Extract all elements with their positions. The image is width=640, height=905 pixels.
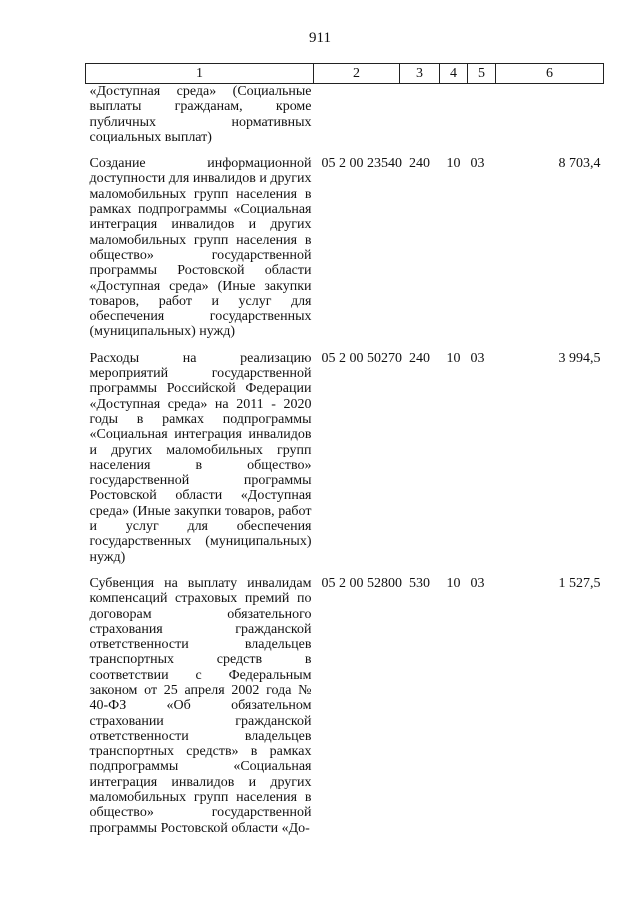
column-number-header-row: [86, 64, 604, 84]
table-row: [86, 351, 604, 576]
table-row: [86, 576, 604, 847]
row-expense-type: [400, 84, 440, 157]
row-description: Субвенция на выплату инвалидам компенсаций страховых премий по договорам обязательного страхования гражданской ответственности владельцев транспортных средств в соответствии с Федеральным законом от 25 апреля 2002 года № 40-ФЗ «Об обязательном страховании гражданской ответственности владельцев транспортных средств» в рамках подпрограммы «Социальная интеграция инвалидов и других маломобильных групп населения в общество» государственной программы Ростовской области «До-: [89, 575, 312, 836]
row-amount: 8 703,4: [558, 156, 601, 172]
row-expense-type: 530: [409, 575, 430, 591]
row-section: 10: [446, 156, 461, 172]
row-expense-type: 240: [409, 156, 430, 172]
row-expense-type: 240: [409, 350, 430, 366]
row-target-code: 05 2 00 50270: [321, 350, 402, 366]
row-subsection: [468, 84, 496, 157]
row-description: «Доступная среда» (Социальные выплаты гражданам, кроме публичных нормативных социальных выплат): [89, 84, 312, 145]
table-row: [86, 156, 604, 351]
row-target-code: [314, 84, 400, 157]
column-header-4: 4: [440, 64, 468, 84]
column-header-3: 3: [400, 64, 440, 84]
column-header-5: 5: [468, 64, 496, 84]
row-amount: [496, 84, 604, 157]
column-header-1: 1: [86, 64, 314, 84]
row-amount: 1 527,5: [558, 575, 601, 591]
table-row: [86, 84, 604, 157]
row-subsection: 03: [470, 156, 485, 172]
row-amount: 3 994,5: [558, 350, 601, 366]
row-section: 10: [446, 350, 461, 366]
row-section: 10: [446, 575, 461, 591]
row-description: Создание информационной доступности для инвалидов и других маломобильных групп населения в рамках подпрограммы «Социальная интеграция инвалидов и других маломобильных групп населения в общество» государственной программы Ростовской области «Доступная среда» (Иные закупки товаров, работ и услуг для обеспечения государственных (муниципальных) нужд): [89, 156, 312, 340]
page-number: 911: [309, 30, 331, 46]
row-subsection: 03: [470, 350, 485, 366]
row-description: Расходы на реализацию мероприятий государственной программы Российской Федерации «Доступная среда» на 2011 - 2020 годы в рамках подпрограммы «Социальная интеграция инвалидов и других маломобильных групп населения в общество» государственной программы Ростовской области «Доступная среда» (Иные закупки товаров, работ и услуг для обеспечения государственных (муниципальных) нужд): [89, 350, 312, 565]
row-target-code: 05 2 00 52800: [321, 575, 402, 591]
column-header-6: 6: [496, 64, 604, 84]
row-section: [440, 84, 468, 157]
column-header-2: 2: [314, 64, 400, 84]
row-subsection: 03: [470, 575, 485, 591]
row-target-code: 05 2 00 23540: [321, 156, 402, 172]
budget-table: [85, 63, 604, 847]
